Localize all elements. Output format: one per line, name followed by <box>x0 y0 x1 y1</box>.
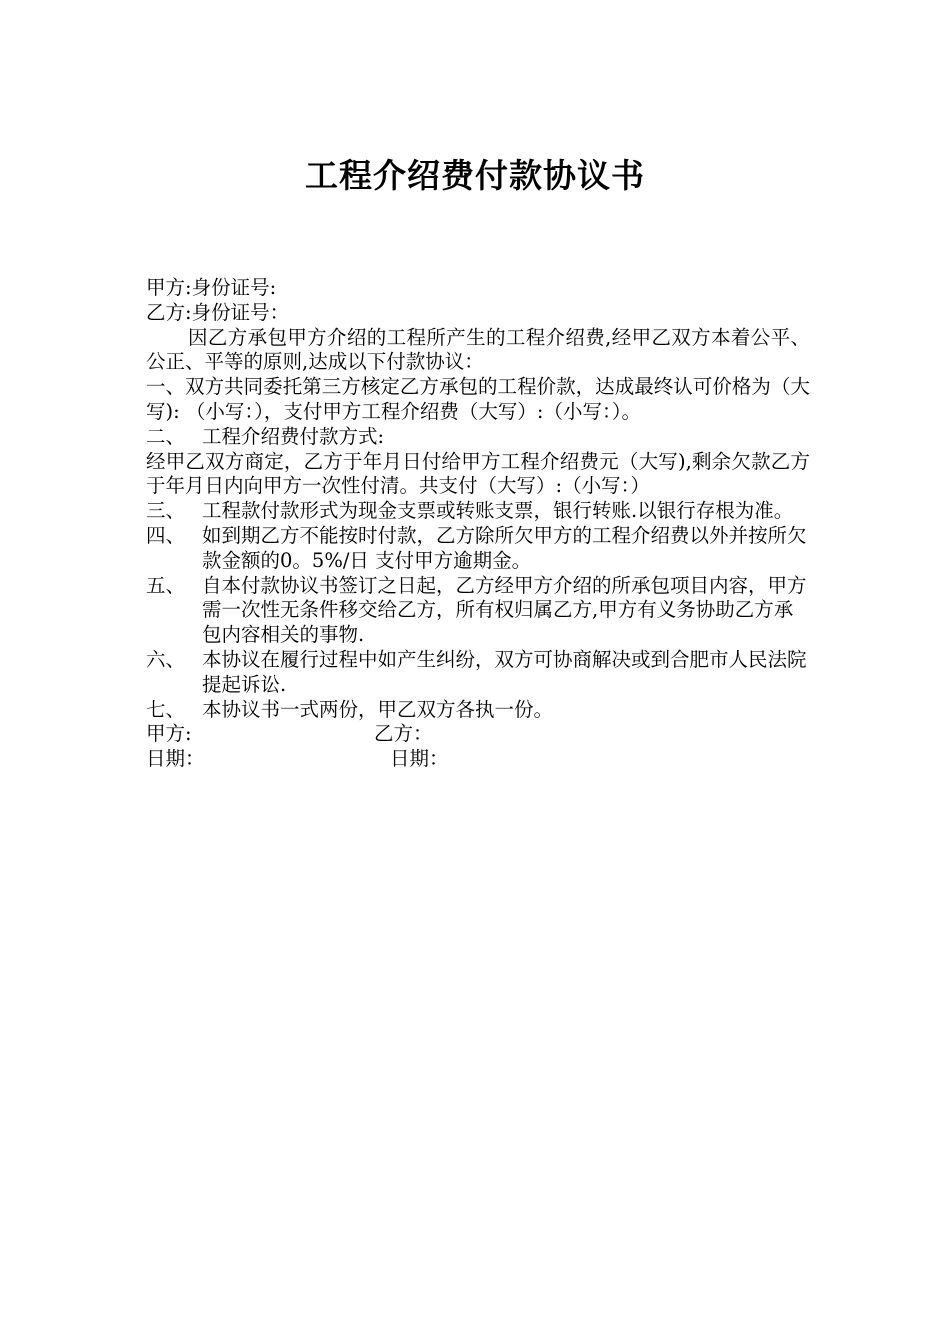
clause-4 <box>146 524 810 574</box>
clause-2-number: 二、 <box>146 424 186 448</box>
clause-7 <box>146 698 810 723</box>
party-a-id-line: 甲方:身份证号: <box>146 276 277 299</box>
document-title: 工程介绍费付款协议书 <box>305 156 645 195</box>
clause-2-detail: 经甲乙双方商定，乙方于年月日付给甲方工程介绍费元（大写),剩余欠款乙方于年月日内向甲方一次性付清。共支付（大写）:（小写：） <box>146 449 810 498</box>
clause-1: 一、双方共同委托第三方核定乙方承包的工程价款，达成最终认可价格为（大写): （小写：），支付甲方工程介绍费（大写）:（小写：）。 <box>146 375 810 423</box>
clause-4-text: 如到期乙方不能按时付款，乙方除所欠甲方的工程介绍费以外并按所欠款金额的0。5%/日 支付甲方逾期金。 <box>202 523 807 572</box>
clause-5-number: 五、 <box>146 573 186 597</box>
clause-6-number: 六、 <box>146 647 186 671</box>
party-a-date-label: 日期： <box>146 747 205 771</box>
party-b-signature-label: 乙方： <box>374 722 433 746</box>
intro-paragraph: 因乙方承包甲方介绍的工程所产生的工程介绍费,经甲乙双方本着公平、公正、平等的原则,达成以下付款协议： <box>146 325 810 374</box>
clause-5 <box>146 574 810 648</box>
party-b-id-line: 乙方:身份证号： <box>146 300 290 324</box>
clause-3-text: 工程款付款形式为现金支票或转账支票，银行转账.以银行存根为准。 <box>202 499 794 523</box>
clause-2-text: 工程介绍费付款方式: <box>202 424 385 448</box>
clause-2 <box>146 425 810 450</box>
party-b-date-label: 日期： <box>390 747 449 771</box>
clause-6-text: 本协议在履行过程中如产生纠纷，双方可协商解决或到合肥市人民法院提起诉讼. <box>202 647 807 696</box>
date-row <box>146 747 810 772</box>
clause-3-number: 三、 <box>146 499 186 523</box>
clause-4-number: 四、 <box>146 523 186 547</box>
document-body <box>146 276 810 772</box>
signature-row <box>146 722 810 747</box>
party-a-signature-label: 甲方: <box>146 722 192 746</box>
clause-5-text: 自本付款协议书签订之日起，乙方经甲方介绍的所承包项目内容，甲方需一次性无条件移交给乙方，所有权归属乙方,甲方有义务协助乙方承包内容相关的事物. <box>202 573 807 647</box>
clause-6 <box>146 648 810 698</box>
clause-7-number: 七、 <box>146 697 186 721</box>
clause-7-text: 本协议书一式两份，甲乙双方各执一份。 <box>202 697 554 721</box>
clause-3 <box>146 499 810 524</box>
